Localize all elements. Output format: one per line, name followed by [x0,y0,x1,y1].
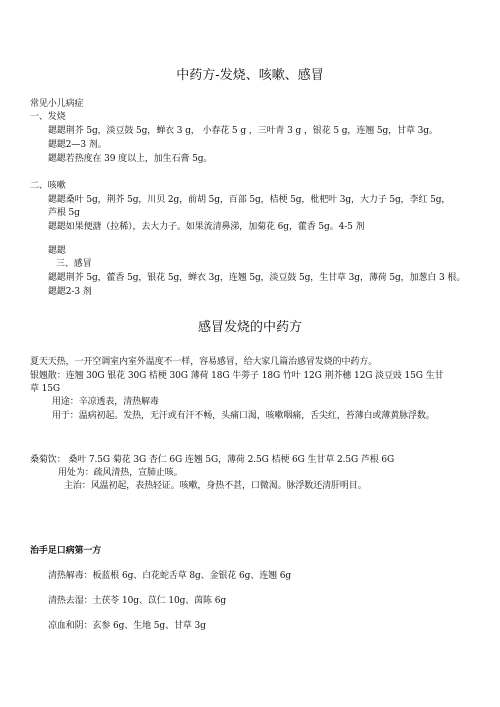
cough-line-2: 芦根 5g [48,208,80,218]
sangju-line-1: 桑菊饮： 桑叶 7.5G 菊花 3G 杏仁 6G 连翘 5G，薄荷 2.5G 桔梗 6G 生甘草 2.5G 芦根 6G [30,455,395,465]
section-heading-fever: 一、发烧 [30,112,66,122]
fever-line-3: 鍶鍶若热度在 39 度以上，加生石膏 5g。 [48,154,213,164]
cold-line-1: 鍶鍶荆芥 5g，藿香 5g，银花 5g，蝉衣 3g，连翘 5g，淡豆鼓 5g，生甘草 3g，薄荷 5g，加葱白 3 根。 [48,273,466,283]
yinqiao-line-2: 草 15G [30,384,61,394]
yinqiao-usage: 用途：辛凉透表，清热解毒 [52,397,159,407]
doc-title: 中药方-发烧、咳嗽、感冒 [176,68,324,83]
yinqiao-indication: 用于：温病初起。发热，无汗或有汗不畅，头痛口渴，咳嗽咽痛，舌尖红，苔薄白或薄黄脉浮数。 [52,411,435,421]
fever-line-1: 鍶鍶荆芥 5g，淡豆鼓 5g，蝉衣 3 g， 小春花 5 g ，三叶青 3 g ，银花 5 g，连翘 5g，甘草 3g。 [48,126,438,136]
cough-line-3: 鍶鍶如果便溏（拉稀），去大力子。如果流清鼻涕，加菊花 6g，藿香 5g。4-5 剂 [48,222,365,232]
sangju-indication: 主治：风温初起，表热轻证。咳嗽，身热不甚，口微渴。脉浮数还清肝明目。 [64,481,367,491]
section-heading-hfmd: 治手足口病第一方 [30,546,102,556]
cough-line-1: 鍶鍶桑叶 5g，荆芥 5g，川贝 2g，前胡 5g，百部 5g，桔梗 5g，枇杷叶 3g，大力子 5g，李红 5g， [48,195,451,205]
fever-line-2: 鍶鍶2—3 剂。 [48,140,107,150]
sangju-usage: 用处为：疏风清热，宣肺止咳。 [58,468,183,478]
paragraph-intro: 夏天天热，一开空调室内室外温度不一样，容易感冒，给大家几篇治感冒发烧的中药方。 [30,357,378,367]
section-heading-cold: 三、感冒 [56,259,92,269]
section-heading-cough: 二、咳嗽 [30,181,66,191]
yinqiao-line-1: 银翘散：连翘 30G 银花 30G 桔梗 30G 薄荷 18G 牛蒡子 18G 竹叶 12G 荆芥穗 12G 淡豆豉 15G 生甘 [30,371,444,381]
intro-text: 常见小儿病症 [30,99,84,109]
doc-subtitle: 感冒发烧的中药方 [197,320,302,335]
cold-prefix: 鍶鍶 [48,246,66,256]
hfmd-line-1: 清热解毒：板蓝根 6g、白花蛇舌草 8g、金银花 6g、连翘 6g [48,571,292,581]
hfmd-line-3: 凉血和阴：玄参 6g、生地 5g、甘草 3g [48,621,206,631]
cold-line-2: 鍶鍶2-3 剂 [48,287,92,297]
hfmd-line-2: 清热去湿：土茯苓 10g、苡仁 10g、茵陈 6g [48,596,226,606]
